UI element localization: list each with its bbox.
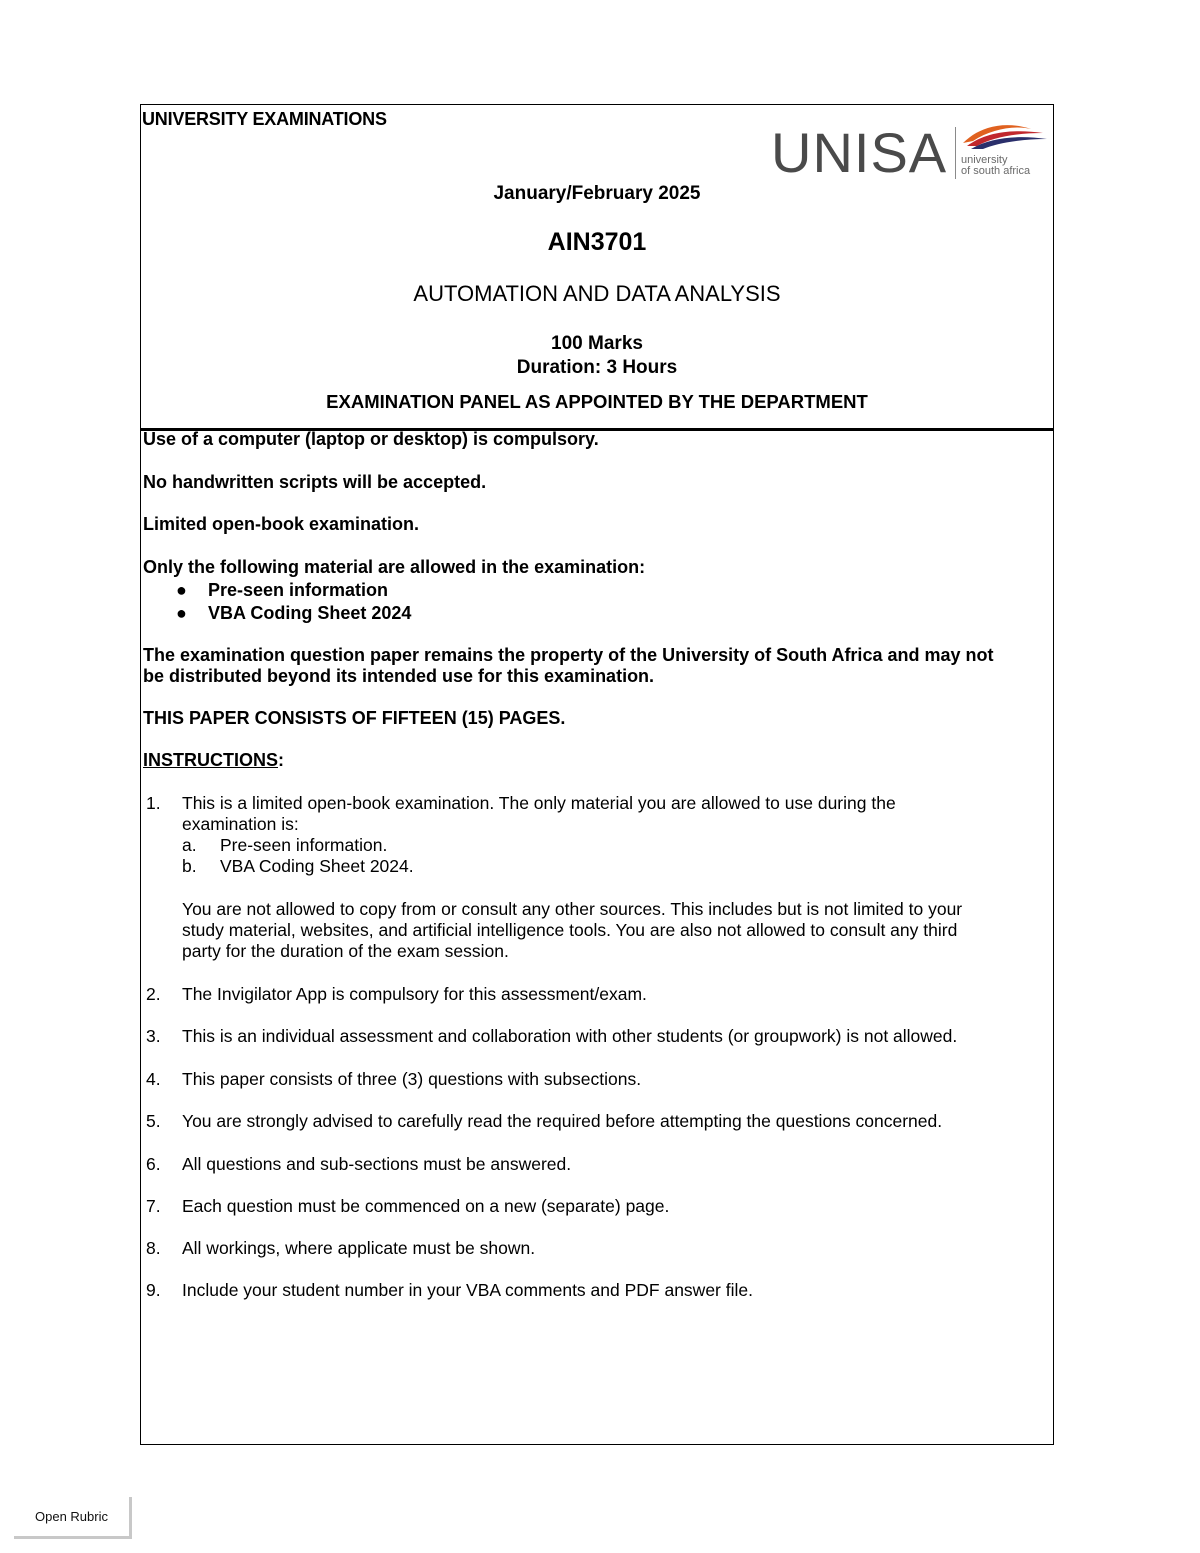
open-rubric-button[interactable]: Open Rubric xyxy=(14,1497,132,1539)
logo-wordmark: UNISA xyxy=(771,121,948,184)
examination-panel: EXAMINATION PANEL AS APPOINTED BY THE DEPARTMENT xyxy=(326,391,868,412)
logo-divider xyxy=(955,127,956,179)
exam-header xyxy=(141,105,1053,431)
module-code: AIN3701 xyxy=(547,228,647,256)
page-count-note: THIS PAPER CONSISTS OF FIFTEEN (15) PAGES. xyxy=(143,708,566,728)
logo-swoosh-icon xyxy=(957,119,1051,153)
computer-note: Use of a computer (laptop or desktop) is compulsory. xyxy=(143,429,599,449)
total-marks: 100 Marks xyxy=(551,333,643,354)
bullet-icon: ● xyxy=(176,580,187,600)
logo-tagline: university of south africa xyxy=(961,154,1031,177)
exam-cover-page: UNIVERSITY EXAMINATIONS UNISA university of south africa January/February 2025 AIN3701 AUTOMATION AND DATA ANALYSIS 100 Marks Duration: 3 Hours EXAMINATION PANEL AS APPOINTED BY THE DEPARTMENT Use of a computer (laptop or desktop) is compulsory. No handwritten scripts will be accepted. Limited open-book examination. Only the following material are allowed in the examination: ● Pre-seen information ● VBA Coding Sheet 2024 The examination question paper remains the property of the University of South Africa and may not be distributed beyond its intended use for this examination. THIS PAPER CONSISTS OF FIFTEEN (15) PAGES. INSTRUCTIONS: 1. This is a limited open-book examination. The only material you are allowed to use during the examination is: a. Pre-seen information. b. VBA Coding Sheet 2024. You are not allowed to copy from or consult any other sources. This includes but is not limited to your study material, websites, and artificial intelligence tools. You are also not allowed to consult any third party for the duration of the exam session. 2. The Invigilator App is compulsory for this assessment/exam. 3. This is an individual assessment and collaboration with other students (or groupwork) is not allowed. 4. This paper consists of three (3) questions with subsections. 5. You are strongly advised to carefully read the required before attempting the questions concerned. 6. All questions and sub-sections must be answered. 7. Each question must be commenced on a new (separate) page. 8. All workings, where applicate must be shown. 9. Include your student number in your VBA comments and PDF answer file. xyxy=(140,104,1054,1445)
allowed-material-intro: Only the following material are allowed in the examination: xyxy=(143,557,646,577)
unisa-logo xyxy=(771,119,1051,185)
exam-date: January/February 2025 xyxy=(493,183,701,204)
property-note: The examination question paper remains the property of the University of South Africa and may not be distributed beyond its intended use for this examination. xyxy=(143,645,994,686)
instructions-heading: INSTRUCTIONS: xyxy=(143,750,284,770)
bullet-icon: ● xyxy=(176,603,187,623)
university-examinations-heading: UNIVERSITY EXAMINATIONS xyxy=(142,109,387,129)
handwritten-note: No handwritten scripts will be accepted. xyxy=(143,472,487,492)
open-book-note: Limited open-book examination. xyxy=(143,514,420,534)
module-title: AUTOMATION AND DATA ANALYSIS xyxy=(413,281,781,306)
exam-duration: Duration: 3 Hours xyxy=(516,357,678,378)
